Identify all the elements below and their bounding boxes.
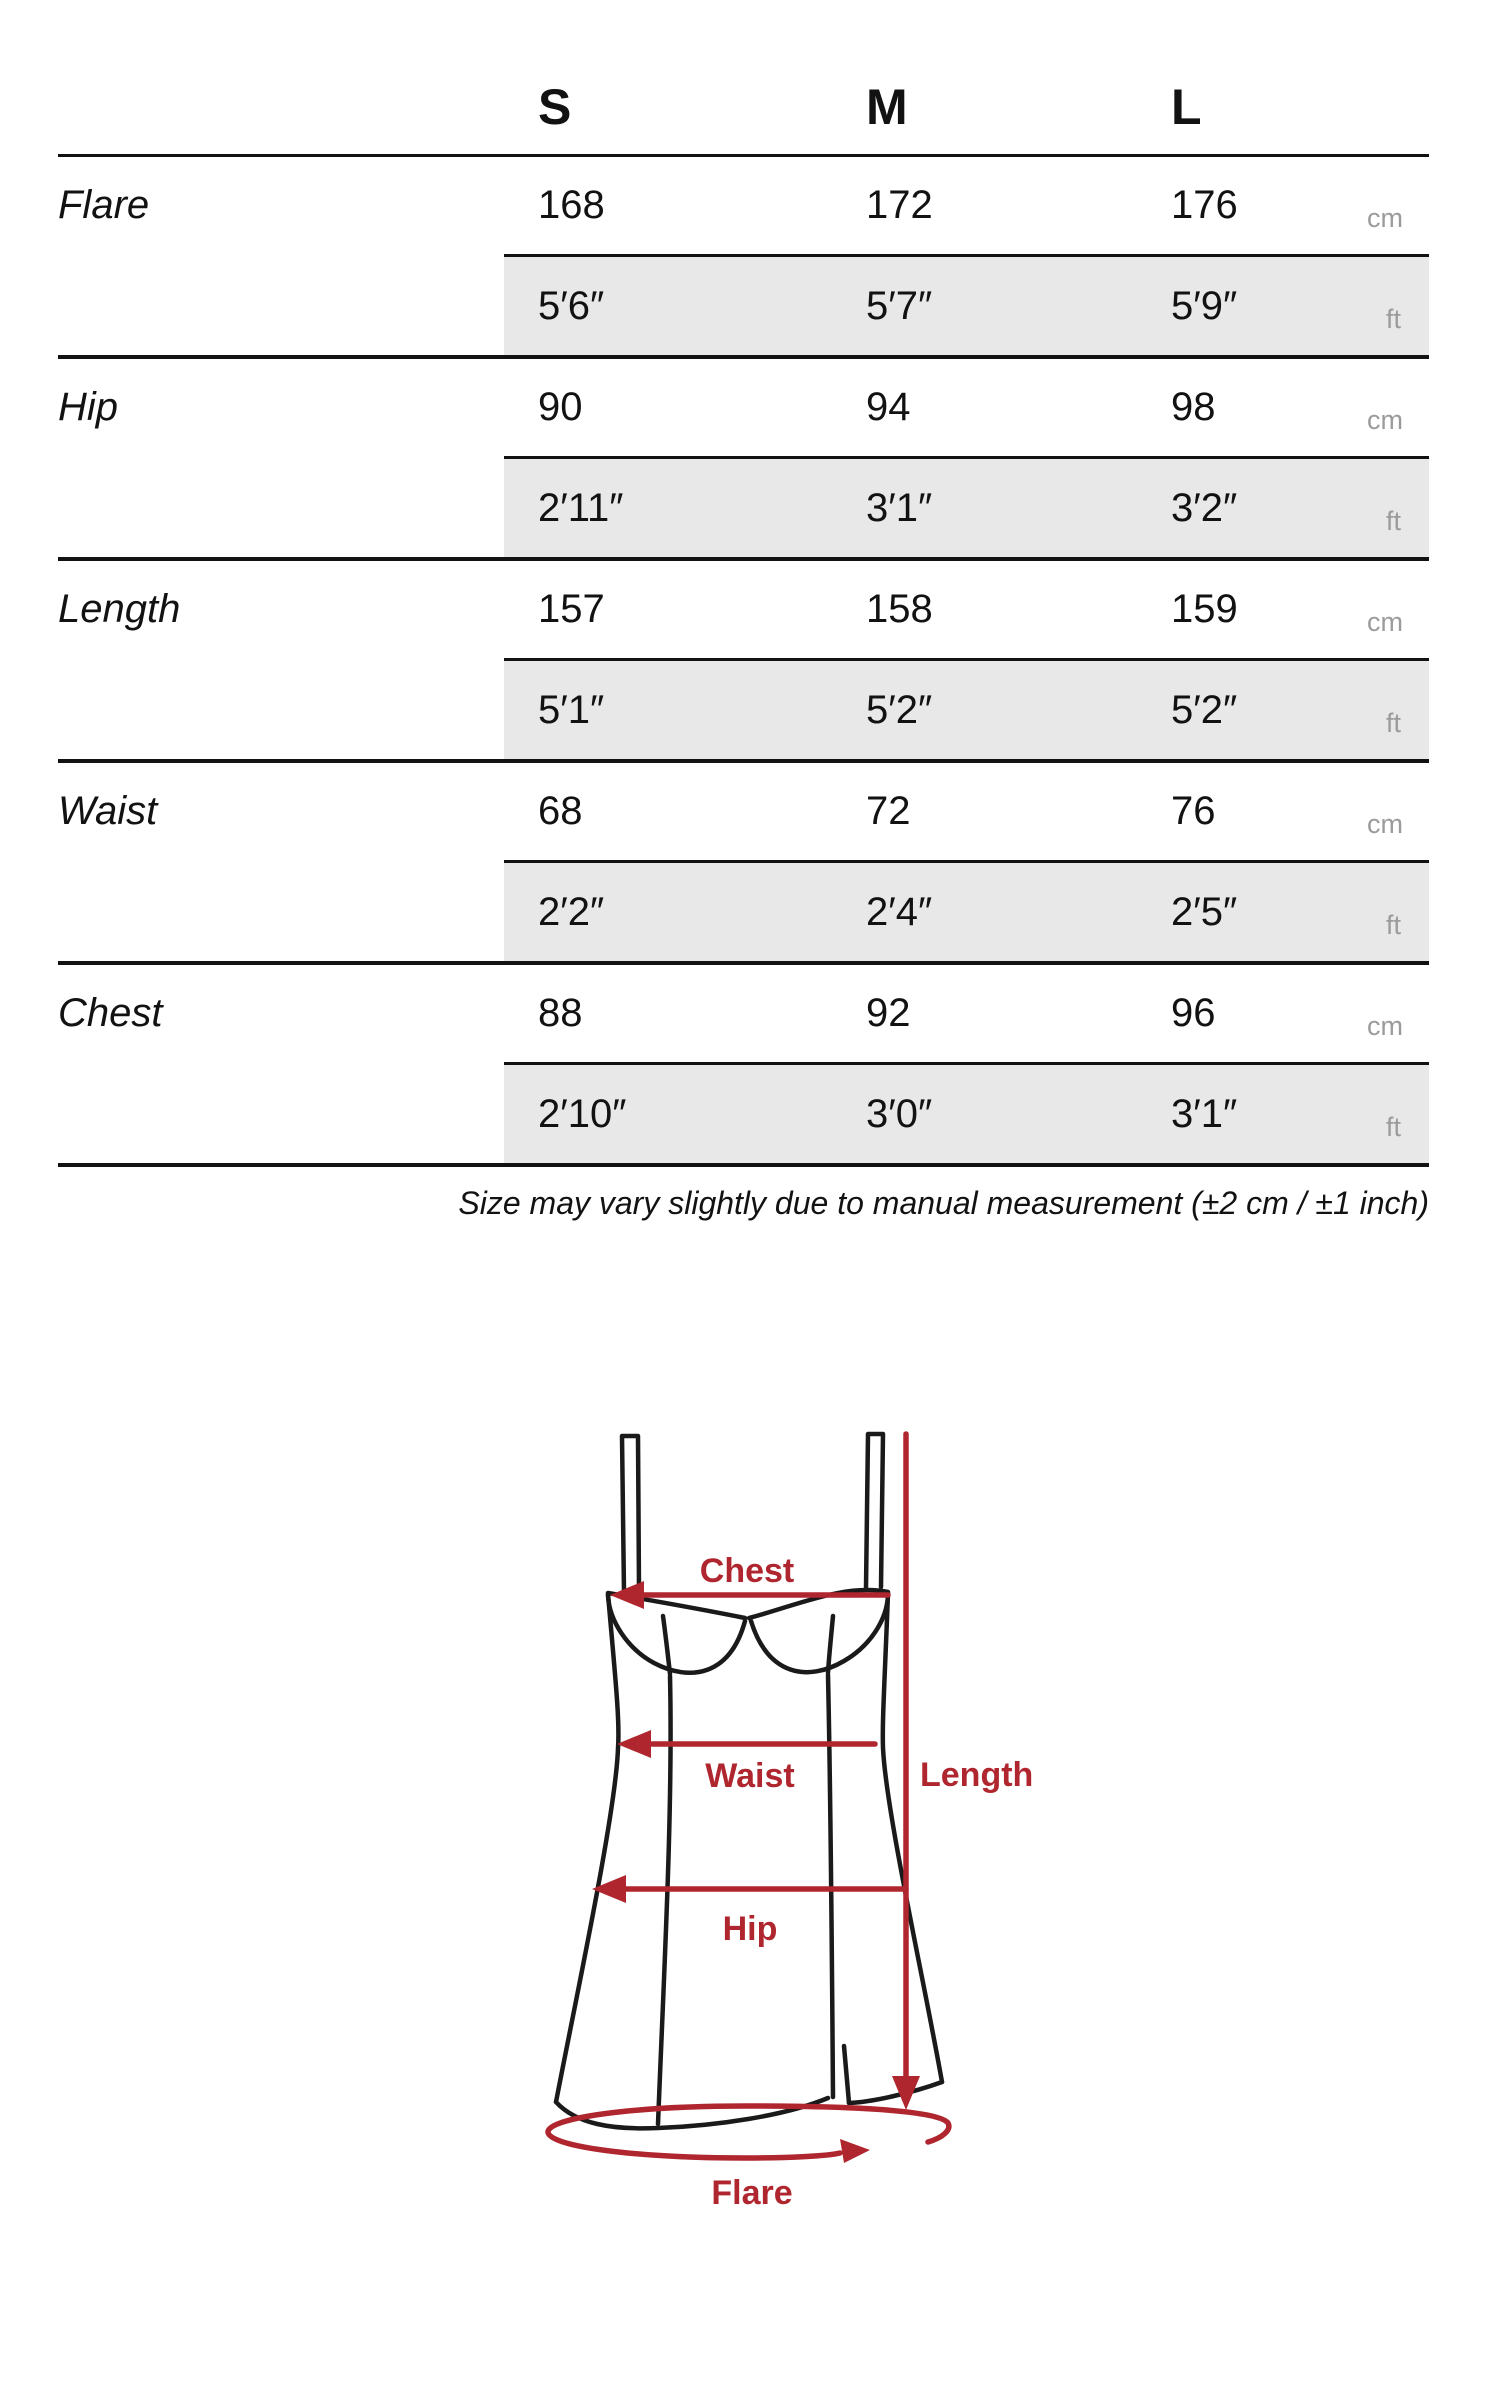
- right-side-seam: [883, 1593, 942, 2082]
- unit-label: ft: [1367, 658, 1429, 759]
- size-table: [58, 55, 1429, 1222]
- dress-measurement-diagram: [540, 1380, 1060, 2260]
- size-value: 5′9″: [1137, 254, 1367, 355]
- measurement-label: Length: [58, 587, 181, 631]
- table-row: [58, 860, 1429, 961]
- flare-arrowhead-icon: [840, 2139, 870, 2163]
- waist-label: Waist: [705, 1757, 795, 1795]
- unit-label: cm: [1367, 203, 1403, 233]
- size-value: 3′1″: [832, 456, 1137, 557]
- size-value: 88: [538, 991, 583, 1035]
- table-row-group-flare: [58, 157, 1429, 359]
- size-value: 2′10″: [504, 1062, 832, 1163]
- size-value: 2′5″: [1137, 860, 1367, 961]
- table-row: [58, 1062, 1429, 1163]
- table-row-group-chest: [58, 965, 1429, 1167]
- table-row-group-hip: [58, 359, 1429, 561]
- table-row: [58, 254, 1429, 355]
- right-strap: [866, 1434, 883, 1588]
- size-value: 2′11″: [504, 456, 832, 557]
- size-value: 72: [866, 789, 911, 833]
- size-value: 158: [866, 587, 933, 631]
- header-size-m: M: [866, 79, 908, 135]
- size-value: 172: [866, 183, 933, 227]
- header-size-l: L: [1171, 79, 1202, 135]
- size-value: 90: [538, 385, 583, 429]
- right-cup: [751, 1595, 888, 1672]
- size-table-header: [58, 55, 1429, 157]
- dress-diagram-svg: [540, 1380, 1060, 2260]
- table-row-group-waist: [58, 763, 1429, 965]
- row-spacer: [58, 456, 504, 557]
- size-value: 76: [1171, 789, 1216, 833]
- unit-label: ft: [1367, 860, 1429, 961]
- row-spacer: [58, 254, 504, 355]
- size-value: 94: [866, 385, 911, 429]
- size-value: 157: [538, 587, 605, 631]
- left-strap: [622, 1436, 639, 1593]
- length-arrowhead-icon: [892, 2076, 920, 2110]
- unit-label: cm: [1367, 809, 1403, 839]
- hem-right: [849, 2082, 942, 2103]
- size-value: 3′1″: [1137, 1062, 1367, 1163]
- unit-label: cm: [1367, 405, 1403, 435]
- size-value: 3′2″: [1137, 456, 1367, 557]
- size-value: 68: [538, 789, 583, 833]
- left-side-seam: [556, 1594, 618, 2102]
- unit-label: ft: [1367, 1062, 1429, 1163]
- unit-label: cm: [1367, 607, 1403, 637]
- measurement-label: Chest: [58, 991, 163, 1035]
- table-row: [58, 965, 1429, 1062]
- measurement-label: Hip: [58, 385, 119, 429]
- chest-arrowhead-icon: [610, 1581, 644, 1609]
- chest-label: Chest: [699, 1552, 795, 1590]
- size-value: 3′0″: [832, 1062, 1137, 1163]
- table-row-group-length: [58, 561, 1429, 763]
- table-row: [58, 658, 1429, 759]
- table-row: [58, 763, 1429, 860]
- measurement-labels: [700, 1552, 1034, 2212]
- row-spacer: [58, 658, 504, 759]
- size-value: 168: [538, 183, 605, 227]
- length-label: Length: [920, 1756, 1034, 1794]
- measurement-disclaimer: Size may vary slightly due to manual measurement (±2 cm / ±1 inch): [458, 1185, 1429, 1221]
- unit-label: cm: [1367, 1011, 1403, 1041]
- measurement-label: Flare: [58, 183, 150, 227]
- size-value: 5′2″: [1137, 658, 1367, 759]
- size-value: 5′1″: [504, 658, 832, 759]
- size-value: 2′2″: [504, 860, 832, 961]
- flare-ellipse: [548, 2106, 949, 2158]
- size-value: 176: [1171, 183, 1238, 227]
- size-value: 5′7″: [832, 254, 1137, 355]
- size-value: 92: [866, 991, 911, 1035]
- unit-label: ft: [1367, 254, 1429, 355]
- arrow-heads: [592, 1581, 920, 2163]
- skirt-slit: [844, 2046, 849, 2103]
- table-row: [58, 157, 1429, 254]
- row-spacer: [58, 1062, 504, 1163]
- hip-label: Hip: [722, 1910, 778, 1948]
- size-value: 159: [1171, 587, 1238, 631]
- size-value: 5′2″: [832, 658, 1137, 759]
- flare-label: Flare: [711, 2174, 793, 2212]
- size-value: 5′6″: [504, 254, 832, 355]
- header-size-s: S: [538, 79, 572, 135]
- waist-arrowhead-icon: [617, 1730, 651, 1758]
- right-panel-seam: [828, 1675, 833, 2097]
- table-row: [58, 561, 1429, 658]
- size-value: 2′4″: [832, 860, 1137, 961]
- size-value: 96: [1171, 991, 1216, 1035]
- table-row: [58, 456, 1429, 557]
- unit-label: ft: [1367, 456, 1429, 557]
- table-row: [58, 359, 1429, 456]
- size-value: 98: [1171, 385, 1216, 429]
- measurement-label: Waist: [58, 789, 158, 833]
- row-spacer: [58, 860, 504, 961]
